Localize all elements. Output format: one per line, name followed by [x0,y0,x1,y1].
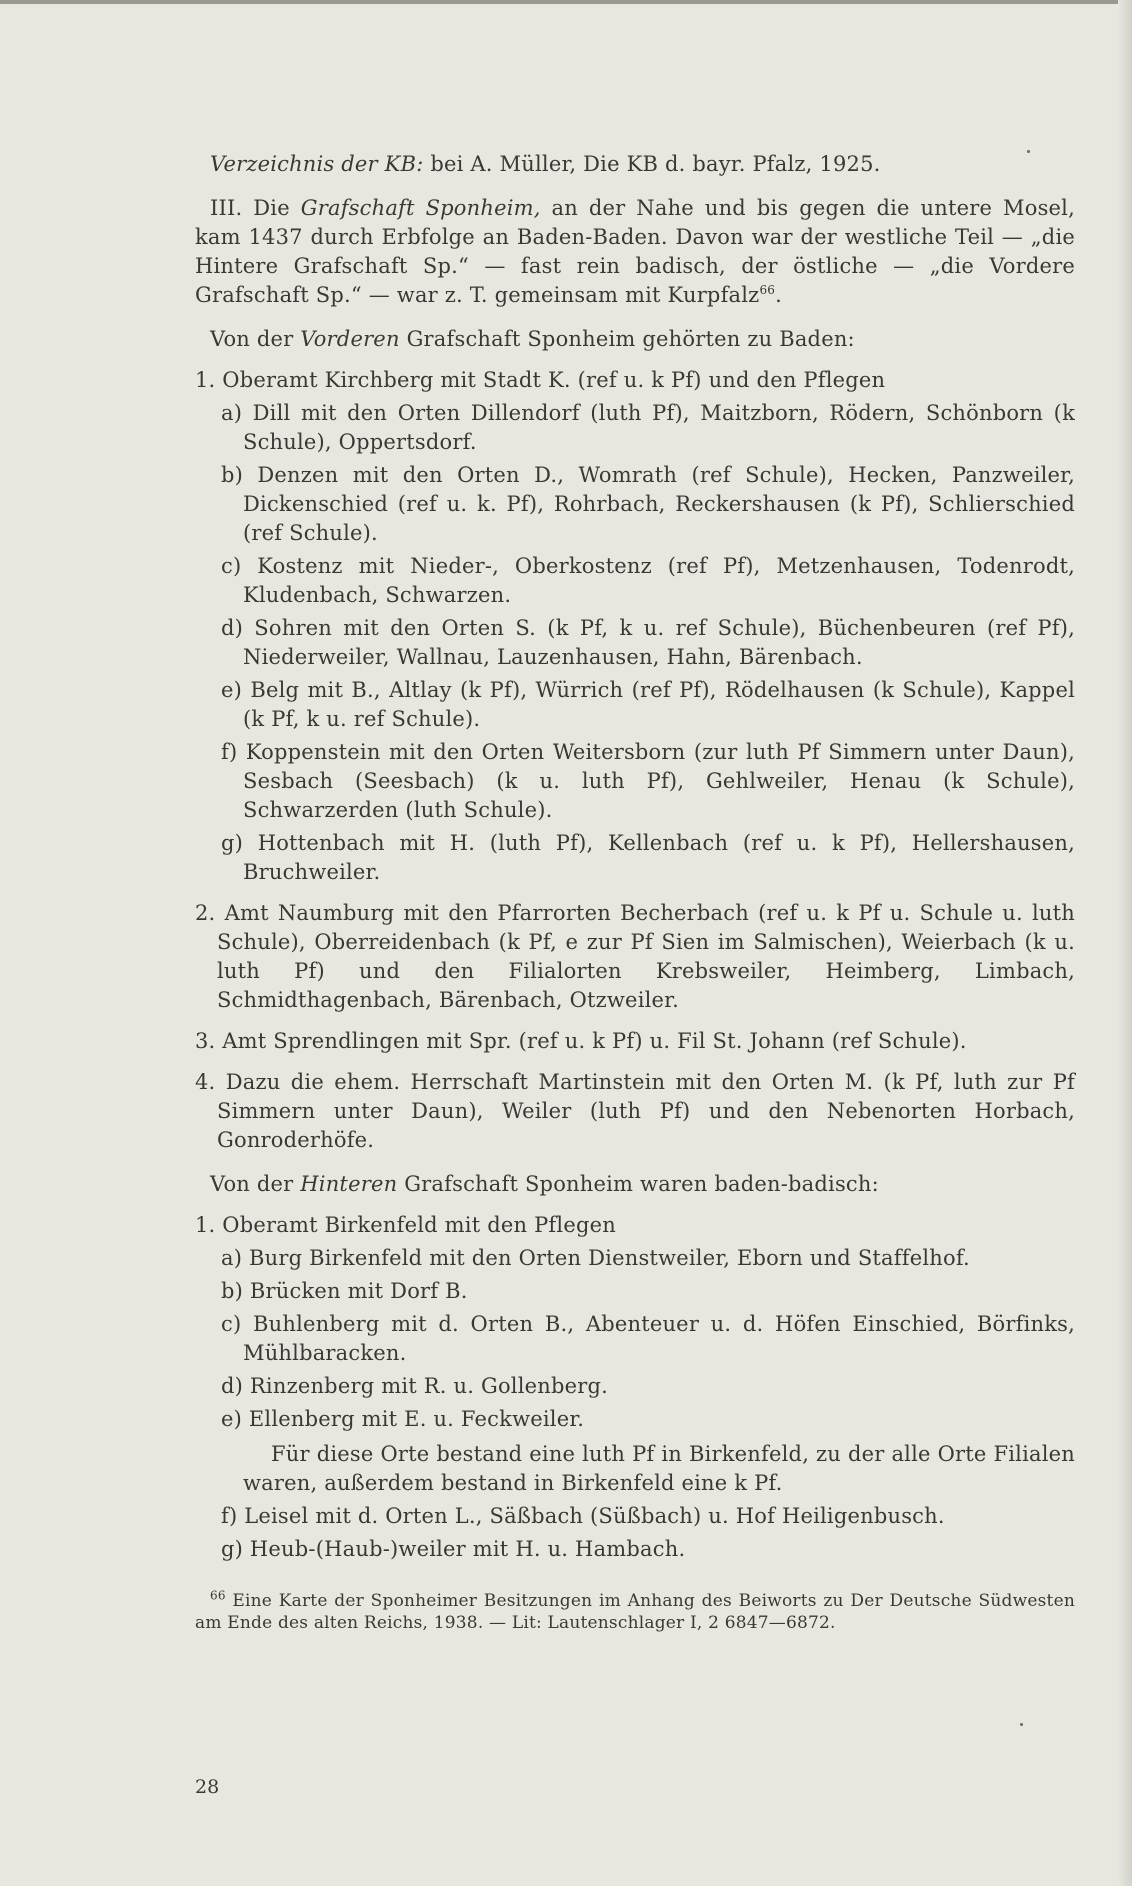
list-subitem: g) Heub-(Haub-)weiler mit H. u. Hambach. [221,1537,686,1561]
footnote [195,1590,1075,1634]
list-subitem: f) Koppenstein mit den Orten Weitersborn (zur luth Pf Simmern unter Daun), Sesbach (Seesbach) (k u. luth Pf), Gehlweiler, Henau (k Schule), Schwarzerden (luth Schule). [221,740,1075,822]
list-subitem: e) Belg mit B., Altlay (k Pf), Würrich (ref Pf), Rödelhausen (k Schule), Kappel (k Pf, k u. ref Schule). [221,678,1075,731]
list-item: 2. Amt Naumburg mit den Pfarrorten Becherbach (ref u. k Pf u. Schule u. luth Schule), Oberreidenbach (k Pf, e zur Pf Sien im Salmischen), Weierbach (k u. luth Pf) und den Filialorten Krebsweiler, Heimberg, Limbach, Schmidthagenbach, Bärenbach, Otzweiler. [195,901,1075,1012]
vordere-heading-prefix: Von der [210,327,294,351]
list-subitem: f) Leisel mit d. Orten L., Säßbach (Süßbach) u. Hof Heiligenbusch. [221,1504,945,1528]
vordere-heading-keyword: Vorderen [300,327,400,351]
vordere-heading-text: Grafschaft Sponheim gehörten zu Baden: [406,327,855,351]
list-subitem: g) Hottenbach mit H. (luth Pf), Kellenbach (ref u. k Pf), Hellershausen, Bruchweiler. [221,831,1075,884]
footnote-text: Eine Karte der Sponheimer Besitzungen im Anhang des Beiworts zu Der Deutsche Südwesten am Ende des alten Reichs, 1938. — Lit: Lautenschlager I, 2 6847—6872. [195,1591,1075,1633]
list-subitem: c) Buhlenberg mit d. Orten B., Abenteuer u. d. Höfen Einschied, Börfinks, Mühlbaracken. [221,1312,1075,1365]
vordere-heading [195,325,1075,354]
list-subitem: d) Rinzenberg mit R. u. Gollenberg. [221,1374,609,1398]
footnote-reference: 66 [759,283,776,297]
list-subitem: c) Kostenz mit Nieder-, Oberkostenz (ref Pf), Metzenhausen, Todenrodt, Kludenbach, Schwarzen. [221,554,1075,607]
list-item: 4. Dazu die ehem. Herrschaft Martinstein mit den Orten M. (k Pf, luth zur Pf Simmern unter Daun), Weiler (luth Pf) und den Nebenorten Horbach, Gonroderhöfe. [195,1070,1075,1152]
kb-directory-label: Verzeichnis der KB: [210,152,424,176]
list-item: 3. Amt Sprendlingen mit Spr. (ref u. k Pf) u. Fil St. Johann (ref Schule). [195,1029,967,1053]
kb-directory-line [195,150,1075,179]
page-top-edge [0,0,1132,4]
list-subitem: a) Dill mit den Orten Dillendorf (luth Pf), Maitzborn, Rödern, Schönborn (k Schule), Oppertsdorf. [221,401,1075,454]
kb-directory-text: bei A. Müller, Die KB d. bayr. Pfalz, 1925. [430,152,881,176]
list-subitem: b) Denzen mit den Orten D., Womrath (ref Schule), Hecken, Panzweiler, Dickenschied (ref u. k. Pf), Rohrbach, Reckershausen (k Pf), Schlierschied (ref Schule). [221,463,1075,545]
footnote-mark: 66 [210,1588,226,1603]
list-subitem: e) Ellenberg mit E. u. Feckweiler. [221,1407,585,1431]
page-body [195,150,1075,1634]
list-subitem: a) Burg Birkenfeld mit den Orten Dienstweiler, Eborn und Staffelhof. [221,1246,970,1270]
section-number: III. Die [210,196,290,220]
list-item: 1. Oberamt Birkenfeld mit den Pflegen [195,1213,616,1237]
list-item: 1. Oberamt Kirchberg mit Stadt K. (ref u. k Pf) und den Pflegen [195,368,886,392]
sponheim-intro-paragraph [195,194,1075,310]
section-title: Grafschaft Sponheim, [300,196,541,220]
print-speck [1020,1723,1023,1726]
page-number: 28 [195,1776,220,1798]
intro-text: an der Nahe und bis gegen die untere Mosel, kam 1437 durch Erbfolge an Baden-Baden. Davon war der westliche Teil — „die Hintere Grafschaft Sp.“ — fast rein badisch, der östliche — „die Vordere Grafschaft Sp.“ — war z. T. gemeinsam mit Kurpfalz [195,196,1075,307]
hintere-heading-prefix: Von der [210,1172,294,1196]
hintere-heading-keyword: Hinteren [300,1172,398,1196]
page-right-edge [1118,0,1132,1886]
intro-end: . [775,283,783,307]
hintere-heading [195,1170,1075,1199]
birkenfeld-note: Für diese Orte bestand eine luth Pf in Birkenfeld, zu der alle Orte Filialen waren, außerdem bestand in Birkenfeld eine k Pf. [243,1442,1075,1495]
list-subitem: b) Brücken mit Dorf B. [221,1279,468,1303]
hintere-heading-text: Grafschaft Sponheim waren baden-badisch: [404,1172,879,1196]
list-subitem: d) Sohren mit den Orten S. (k Pf, k u. ref Schule), Büchenbeuren (ref Pf), Niederweiler, Wallnau, Lauzenhausen, Hahn, Bärenbach. [221,616,1075,669]
